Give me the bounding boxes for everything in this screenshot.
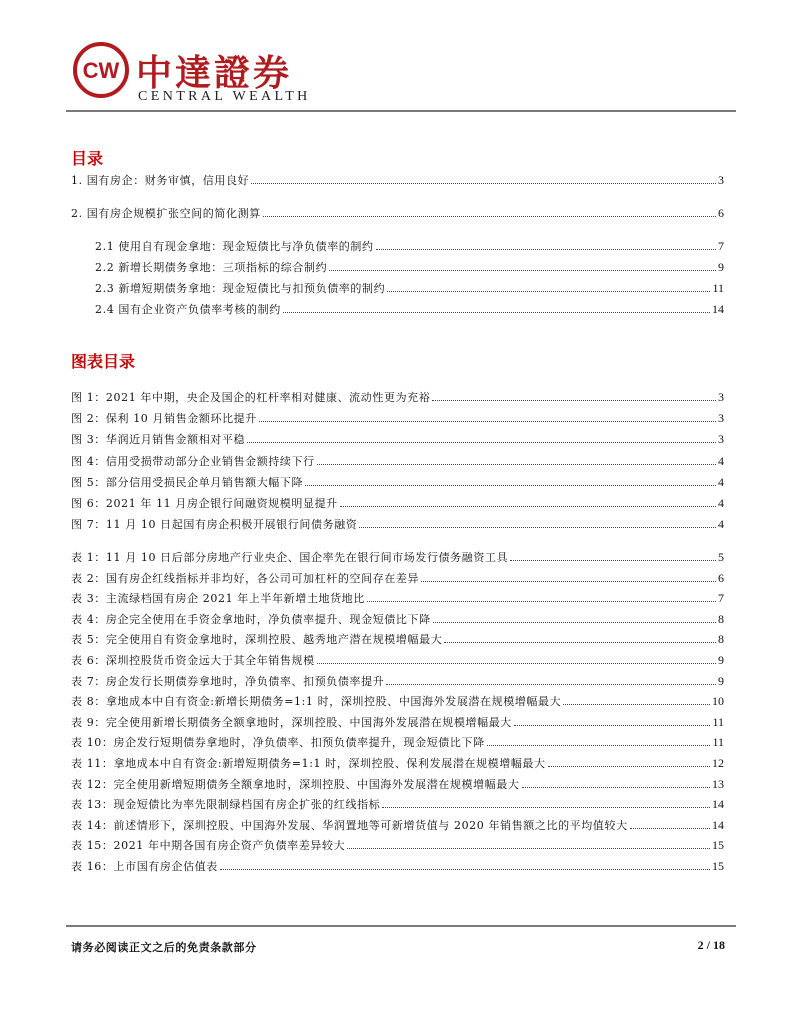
table-entry-page: 9 xyxy=(718,673,724,688)
table-entry[interactable] xyxy=(71,629,724,647)
toc-entry-text: 2.3 新增短期债务拿地：现金短债比与扣预负债率的制约 xyxy=(95,282,386,295)
dot-leader xyxy=(421,581,716,582)
company-name-en: CENTRAL WEALTH xyxy=(138,89,311,104)
dot-leader xyxy=(317,464,716,465)
table-entry[interactable] xyxy=(71,732,724,750)
table-entry[interactable] xyxy=(71,774,724,792)
dot-leader xyxy=(220,869,710,870)
toc-entry-page: 9 xyxy=(718,260,724,274)
toc-entry[interactable] xyxy=(95,299,724,317)
dot-leader xyxy=(522,787,711,788)
dot-leader xyxy=(259,421,716,422)
dot-leader xyxy=(359,527,716,528)
table-entry-page: 8 xyxy=(718,632,724,647)
table-entry-text: 表 8：拿地成本中自有资金:新增长期债务=1:1 时，深圳控股、中国海外发展潜在规模增幅最大 xyxy=(71,695,562,709)
table-entry-page: 14 xyxy=(712,817,724,832)
figure-entry-page: 4 xyxy=(718,496,724,510)
cw-logo-icon xyxy=(72,41,130,99)
toc-entry-page: 7 xyxy=(718,239,724,253)
table-entry[interactable] xyxy=(71,609,724,627)
figure-entry[interactable] xyxy=(71,451,724,469)
toc-entry-text: 1. 国有房企：财务审慎，信用良好 xyxy=(71,174,250,187)
dot-leader xyxy=(630,828,710,829)
dot-leader xyxy=(514,725,711,726)
table-entry[interactable] xyxy=(71,856,724,874)
figure-entry-text: 图 4：信用受损带动部分企业销售金额持续下行 xyxy=(71,454,315,468)
figure-entry-page: 3 xyxy=(718,390,724,404)
toc-entry-text: 2.2 新增长期债务拿地：三项指标的综合制约 xyxy=(95,261,328,274)
figure-entry[interactable] xyxy=(71,493,724,511)
toc-entry[interactable] xyxy=(95,278,724,296)
dot-leader xyxy=(367,601,716,602)
table-entry-page: 7 xyxy=(718,591,724,606)
figure-entry-text: 图 1：2021 年中期，央企及国企的杠杆率相对健康、流动性更为充裕 xyxy=(71,391,431,404)
dot-leader xyxy=(340,506,716,507)
dot-leader xyxy=(305,485,716,486)
dot-leader xyxy=(386,684,716,685)
dot-leader xyxy=(548,766,710,767)
figure-entry[interactable] xyxy=(71,387,724,405)
toc-entry-text: 2.1 使用自有现金拿地：现金短债比与净负债率的制约 xyxy=(95,240,374,253)
toc-entry-page: 11 xyxy=(712,281,724,295)
dot-leader xyxy=(382,807,710,808)
table-entry-page: 11 xyxy=(712,714,724,729)
dot-leader xyxy=(444,642,716,643)
table-entry-page: 8 xyxy=(718,611,724,626)
table-entry-text: 表 10：房企发行短期债券拿地时，净负债率、扣预负债率提升，现金短债比下降 xyxy=(71,736,485,750)
table-entry[interactable] xyxy=(71,835,724,853)
table-entry[interactable] xyxy=(71,547,724,565)
table-entry-text: 表 9：完全使用新增长期债务全额拿地时，深圳控股、中国海外发展潜在规模增幅最大 xyxy=(71,715,512,729)
table-entry-page: 12 xyxy=(712,756,724,770)
figure-entry[interactable] xyxy=(71,472,724,490)
dot-leader xyxy=(433,622,716,623)
dot-leader xyxy=(563,704,710,705)
figure-entry[interactable] xyxy=(71,514,724,532)
figure-entry-page: 3 xyxy=(718,411,724,426)
dot-leader xyxy=(317,663,716,664)
figure-entry[interactable] xyxy=(71,429,724,447)
table-entry[interactable] xyxy=(71,753,724,771)
table-entry-page: 6 xyxy=(718,570,724,585)
table-entry-text: 表 2：国有房企红线指标并非均好，各公司可加杠杆的空间存在差异 xyxy=(71,571,420,585)
table-entry-page: 5 xyxy=(718,550,724,564)
table-entry[interactable] xyxy=(71,794,724,812)
table-entry-text: 表 1：11 月 10 日后部分房地产行业央企、国企率先在银行间市场发行债务融资工具 xyxy=(71,551,509,564)
table-entry-text: 表 16：上市国有房企估值表 xyxy=(71,860,218,873)
figure-entry-page: 4 xyxy=(718,517,724,532)
toc-entry-text: 2. 国有房企规模扩张空间的简化测算 xyxy=(71,207,261,220)
table-entry-text: 表 11：拿地成本中自有资金:新增短期债务=1:1 时，深圳控股、保利发展潜在规模增幅最大 xyxy=(71,757,546,770)
footer-disclaimer: 请务必阅读正文之后的免责条款部分 xyxy=(71,941,257,954)
toc-entry-page: 14 xyxy=(712,302,724,316)
table-entry-text: 表 7：房企发行长期债券拿地时，净负债率、扣预负债率提升 xyxy=(71,674,385,688)
table-entry[interactable] xyxy=(71,588,724,606)
table-entry-text: 表 14：前述情形下，深圳控股、中国海外发展、华润置地等可新增货值与 2020 年销售额之比的平均值较大 xyxy=(71,818,628,832)
table-entry-page: 15 xyxy=(712,838,724,853)
table-entry-text: 表 15：2021 年中期各国有房企资产负债率差异较大 xyxy=(71,839,346,853)
table-entry-text: 表 12：完全使用新增短期债务全额拿地时，深圳控股、中国海外发展潜在规模增幅最大 xyxy=(71,777,520,791)
figure-entry-page: 4 xyxy=(718,453,724,468)
table-entry-text: 表 4：房企完全使用在手资金拿地时，净负债率提升、现金短债比下降 xyxy=(71,612,431,626)
table-entry-text: 表 3：主流绿档国有房企 2021 年上半年新增土地货地比 xyxy=(71,592,365,606)
dot-leader xyxy=(263,216,716,217)
table-entry-text: 表 13：现金短债比为率先限制绿档国有房企扩张的红线指标 xyxy=(71,798,381,812)
toc-entry[interactable] xyxy=(95,257,724,275)
dot-leader xyxy=(487,745,711,746)
dot-leader xyxy=(347,848,710,849)
toc-title: 目录 xyxy=(71,149,104,168)
table-entry-page: 11 xyxy=(712,735,724,750)
company-logo xyxy=(72,41,311,105)
table-entry-page: 15 xyxy=(712,859,724,873)
table-entry-text: 表 5：完全使用自有资金拿地时，深圳控股、越秀地产潜在规模增幅最大 xyxy=(71,633,443,647)
table-entry[interactable] xyxy=(71,691,724,709)
figure-entry-page: 4 xyxy=(718,474,724,489)
table-entry[interactable] xyxy=(71,568,724,586)
toc-entry[interactable] xyxy=(71,203,724,221)
table-entry[interactable] xyxy=(71,650,724,668)
table-entry-text: 表 6：深圳控股货币资金远大于其全年销售规模 xyxy=(71,654,315,667)
toc-entry[interactable] xyxy=(71,170,724,188)
figure-entry-text: 图 7：11 月 10 日起国有房企积极开展银行间债务融资 xyxy=(71,518,358,532)
figure-entry-text: 图 3：华润近月销售金额相对平稳 xyxy=(71,433,246,447)
dot-leader xyxy=(387,291,710,292)
table-entry-page: 14 xyxy=(712,797,724,812)
figure-entry[interactable] xyxy=(71,408,724,426)
page-number: 2 / 18 xyxy=(697,938,725,952)
dot-leader xyxy=(283,312,710,313)
table-entry-page: 9 xyxy=(718,653,724,667)
toc-entry-page: 6 xyxy=(718,206,724,220)
company-name-cn: 中達證券 xyxy=(136,52,293,94)
table-entry-page: 10 xyxy=(712,694,724,709)
figure-entry-text: 图 5：部分信用受损民企单月销售额大幅下降 xyxy=(71,475,304,489)
figure-entry-page: 3 xyxy=(718,432,724,447)
toc-entry[interactable] xyxy=(95,236,724,254)
figure-entry-text: 图 2：保利 10 月销售金额环比提升 xyxy=(71,412,257,426)
dot-leader xyxy=(376,249,716,250)
header-divider xyxy=(66,110,736,112)
dot-leader xyxy=(329,270,716,271)
table-entry[interactable] xyxy=(71,712,724,730)
dot-leader xyxy=(432,400,716,401)
logo-mark-text: CW xyxy=(82,58,120,83)
charts-toc-title: 图表目录 xyxy=(71,352,136,371)
toc-entry-text: 2.4 国有企业资产负债率考核的制约 xyxy=(95,303,281,316)
dot-leader xyxy=(247,442,716,443)
table-entry[interactable] xyxy=(71,815,724,833)
toc-entry-page: 3 xyxy=(718,173,724,187)
table-entry-page: 13 xyxy=(712,776,724,791)
footer-divider xyxy=(66,925,736,927)
dot-leader xyxy=(251,183,716,184)
table-entry[interactable] xyxy=(71,671,724,689)
dot-leader xyxy=(510,560,716,561)
figure-entry-text: 图 6：2021 年 11 月房企银行间融资规模明显提升 xyxy=(71,497,338,510)
